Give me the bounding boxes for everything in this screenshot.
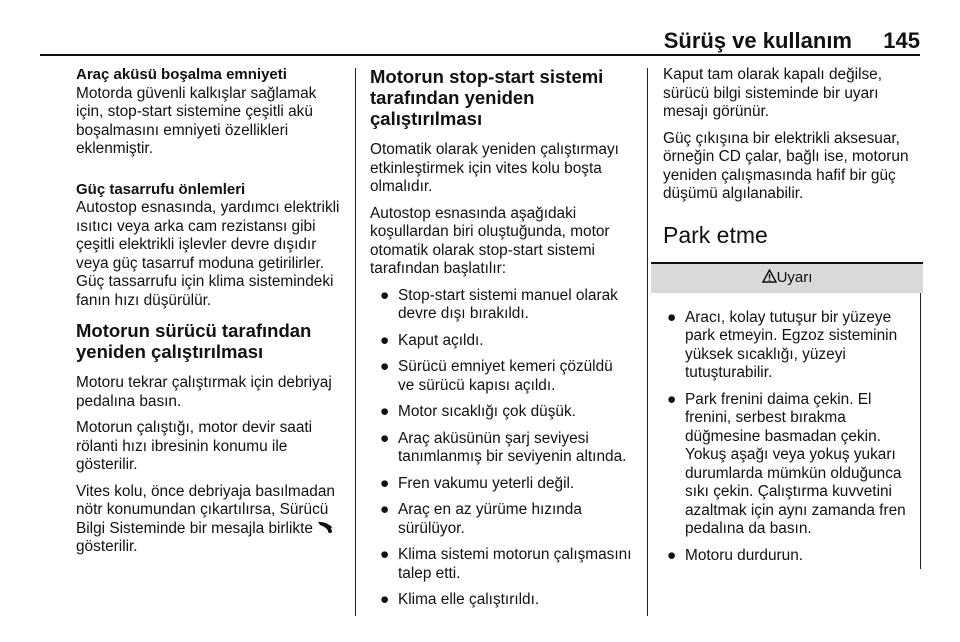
- driver-restart-p3-b: gösterilir.: [76, 538, 138, 555]
- auto-restart-heading: Motorun stop-start sistemi tarafından yeniden çalıştırılması: [370, 66, 604, 129]
- column-divider-left: [355, 68, 356, 616]
- driver-restart-p3-a: Vites kolu, önce debriyaja basılmadan nötr konumundan çıkartılırsa, Sürücü Bilgi Sisteminde bir mesajla birlikte: [76, 482, 335, 537]
- list-item: ● Kaput açıldı.: [380, 331, 484, 349]
- driver-restart-p2: Motorun çalıştığı, motor devir saati rölanti hızı ibresinin konumu ile gösterilir.: [76, 419, 313, 473]
- restart-conditions-list: [370, 287, 632, 610]
- warning-list: [663, 309, 921, 566]
- column-divider-right: [647, 68, 648, 616]
- page-number: 145: [883, 28, 920, 53]
- parking-heading: Park etme: [663, 221, 768, 248]
- power-saving-title: Güç tasarrufu önlemleri: [76, 180, 246, 198]
- chapter-title: Sürüş ve kullanım: [663, 28, 852, 53]
- list-item: ● Klima sistemi motorun çalışmasını talep etti.: [380, 546, 632, 582]
- list-item: ● Aracı, kolay tutuşur bir yüzeye park etmeyin. Egzoz sisteminin yüksek sıcaklığı, yüzeyi tutuşturabilir.: [667, 308, 898, 381]
- warning-header: [651, 262, 923, 293]
- list-item: ● Park frenini daima çekin. El frenini, serbest bırakma düğmesine basmadan çekin. Yokuş aşağı veya yokuş yukarı durumlarda mümkün olduğunca sıkı çekin. Çalıştırma kuvvetini azaltmak için aynı zamanda fren pedalına da basın.: [667, 390, 906, 537]
- column-1: [76, 66, 344, 565]
- list-item: ● Motor sıcaklığı çok düşük.: [380, 403, 576, 420]
- list-item: ● Araç aküsünün şarj seviyesi tanımlanmış bir seviyenin altında.: [380, 429, 627, 465]
- list-item: ● Klima elle çalıştırıldı.: [380, 591, 540, 608]
- battery-section-body: Motorda güvenli kalkışlar sağlamak için, stop-start sistemine çeşitli akü boşalmasını emniyeti özellikleri eklenmiştir.: [76, 84, 317, 157]
- warning-label: Uyarı: [776, 268, 813, 286]
- driver-restart-heading: Motorun sürücü tarafından yeniden çalıştırılması: [76, 320, 312, 362]
- page-header: [0, 0, 960, 56]
- driver-restart-p1: Motoru tekrar çalıştırmak için debriyaj pedalına basın.: [76, 374, 332, 410]
- driver-restart-p3: [76, 483, 344, 557]
- list-item: ● Araç en az yürüme hızında sürülüyor.: [380, 501, 582, 537]
- auto-restart-p2: Autostop esnasında aşağıdaki koşullardan biri oluştuğunda, motor otomatik olarak stop-start sistemi tarafından başlatılır:: [370, 204, 610, 277]
- list-item: ● Fren vakumu yeterli değil.: [380, 474, 575, 492]
- wiper-symbol-icon: [317, 521, 333, 536]
- column-3: [663, 66, 921, 573]
- power-saving-body: Autostop esnasında, yardımcı elektrikli ısıtıcı veya arka cam rezistansı gibi çeşitli elektrikli işlevler devre dışıdır veya güç tasarruf moduna getirilirler. Güç tassarrufu için klima sistemindeki fanın hızı düşürülür.: [76, 199, 340, 309]
- header-rule: [40, 54, 920, 56]
- battery-section-title: Araç aküsü boşalma emniyeti: [76, 66, 287, 83]
- column-2: [370, 66, 632, 618]
- list-item: ● Motoru durdurun.: [667, 546, 804, 564]
- hood-warning-text: Kaput tam olarak kapalı değilse, sürücü bilgi sisteminde bir uyarı mesajı görünür.: [663, 66, 883, 120]
- warning-triangle-icon: [762, 269, 777, 286]
- list-item: ● Sürücü emniyet kemeri çözüldü ve sürücü kapısı açıldı.: [380, 358, 613, 394]
- auto-restart-p1: Otomatik olarak yeniden çalıştırmayı etkinleştirmek için vites kolu boşta olmalıdır.: [370, 141, 619, 195]
- list-item: ● Stop-start sistemi manuel olarak devre dışı bırakıldı.: [380, 286, 618, 322]
- power-outlet-text: Güç çıkışına bir elektrikli aksesuar, örneğin CD çalar, bağlı ise, motorun yeniden çalışmasında hafif bir güç düşümü algılanabilir.: [663, 129, 909, 202]
